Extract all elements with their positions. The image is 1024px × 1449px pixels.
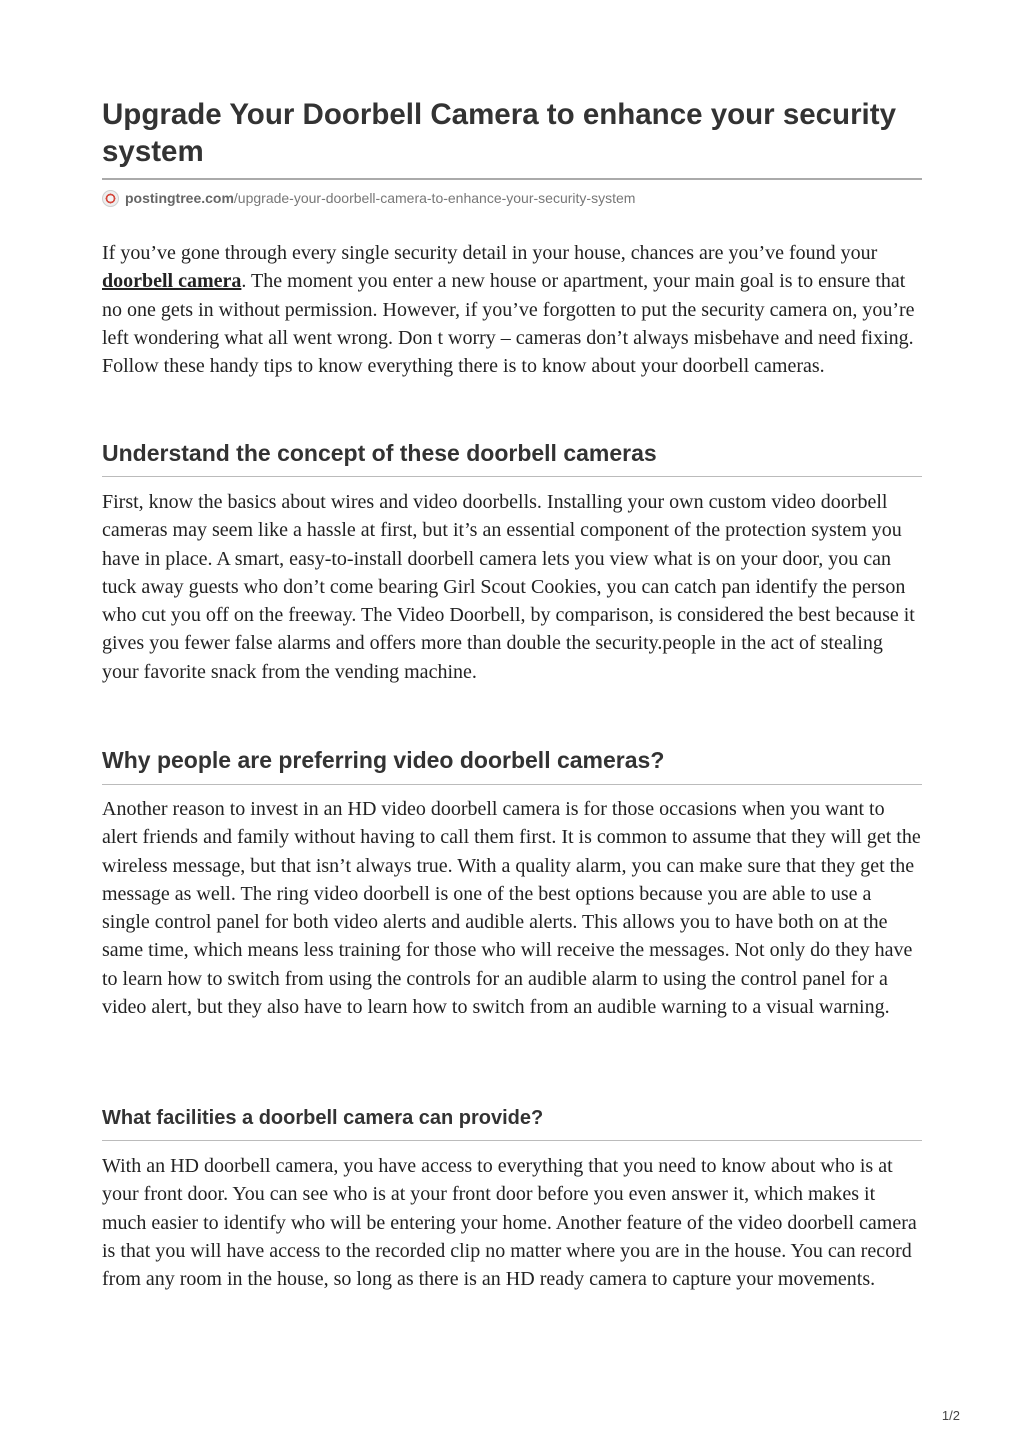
section-heading-concept: Understand the concept of these doorbell cameras	[102, 440, 657, 466]
source-line	[102, 187, 922, 209]
section-divider	[102, 1140, 922, 1141]
source-link[interactable]	[125, 190, 635, 206]
site-favicon-icon	[102, 190, 119, 207]
section-body-concept: First, know the basics about wires and video doorbells. Installing your own custom video doorbell cameras may seem like a hassle at first, but it’s an essential component of the protection system you have in place. A smart, easy-to-install doorbell camera lets you view what is on your door, you can tuck away guests who don’t come bearing Girl Scout Cookies, you can catch pan identify the person who cut you off on the freeway. The Video Doorbell, by comparison, is considered the best because it gives you fewer false alarms and offers more than double the security.people in the act of stealing your favorite snack from the vending machine.	[102, 491, 915, 683]
article-title: Upgrade Your Doorbell Camera to enhance your security system	[102, 98, 896, 168]
page-number: 1/2	[941, 1408, 960, 1423]
section-body-why: Another reason to invest in an HD video doorbell camera is for those occasions when you want to alert friends and family without having to call them first. It is common to assume that they will get the wireless message, but that isn’t always true. With a quality alarm, you can make sure that they get the message as well. The ring video doorbell is one of the best options because you are able to use a single control panel for both video alerts and audible alerts. This allows you to have both on at the same time, which means less training for those who will receive the messages. Not only do they have to learn how to switch from using the controls for an audible alarm to using the control panel for a video alert, but they also have to learn how to switch from an audible warning to a visual warning.	[102, 798, 921, 1019]
intro-text-start: If you’ve gone through every single security detail in your house, chances are you’ve found your	[102, 242, 878, 264]
section-divider	[102, 476, 922, 477]
section-divider	[102, 784, 922, 785]
intro-text-end: . The moment you enter a new house or apartment, your main goal is to ensure that no one gets in without permission. However, if you’ve forgotten to put the security camera on, you’re left wondering what all went wrong. Don t worry – cameras don’t always misbehave and need fixing. Follow these handy tips to know everything there is to know about your doorbell cameras.	[102, 270, 915, 378]
intro-paragraph	[102, 239, 924, 380]
source-domain: postingtree.com	[125, 190, 234, 206]
section-body-facilities: With an HD doorbell camera, you have access to everything that you need to know about who is at your front door. You can see who is at your front door before you even answer it, which makes it much easier to identify who will be entering your home. Another feature of the video doorbell camera is that you will have access to the recorded clip no matter where you are in the house. You can record from any room in the house, so long as there is an HD ready camera to capture your movements.	[102, 1155, 917, 1291]
doorbell-camera-link[interactable]: doorbell camera	[102, 270, 242, 293]
section-heading-facilities: What facilities a doorbell camera can provide?	[102, 1107, 544, 1129]
source-path: /upgrade-your-doorbell-camera-to-enhance-your-security-system	[233, 190, 636, 206]
section-heading-why: Why people are preferring video doorbell cameras?	[102, 747, 665, 773]
title-divider	[102, 178, 922, 180]
